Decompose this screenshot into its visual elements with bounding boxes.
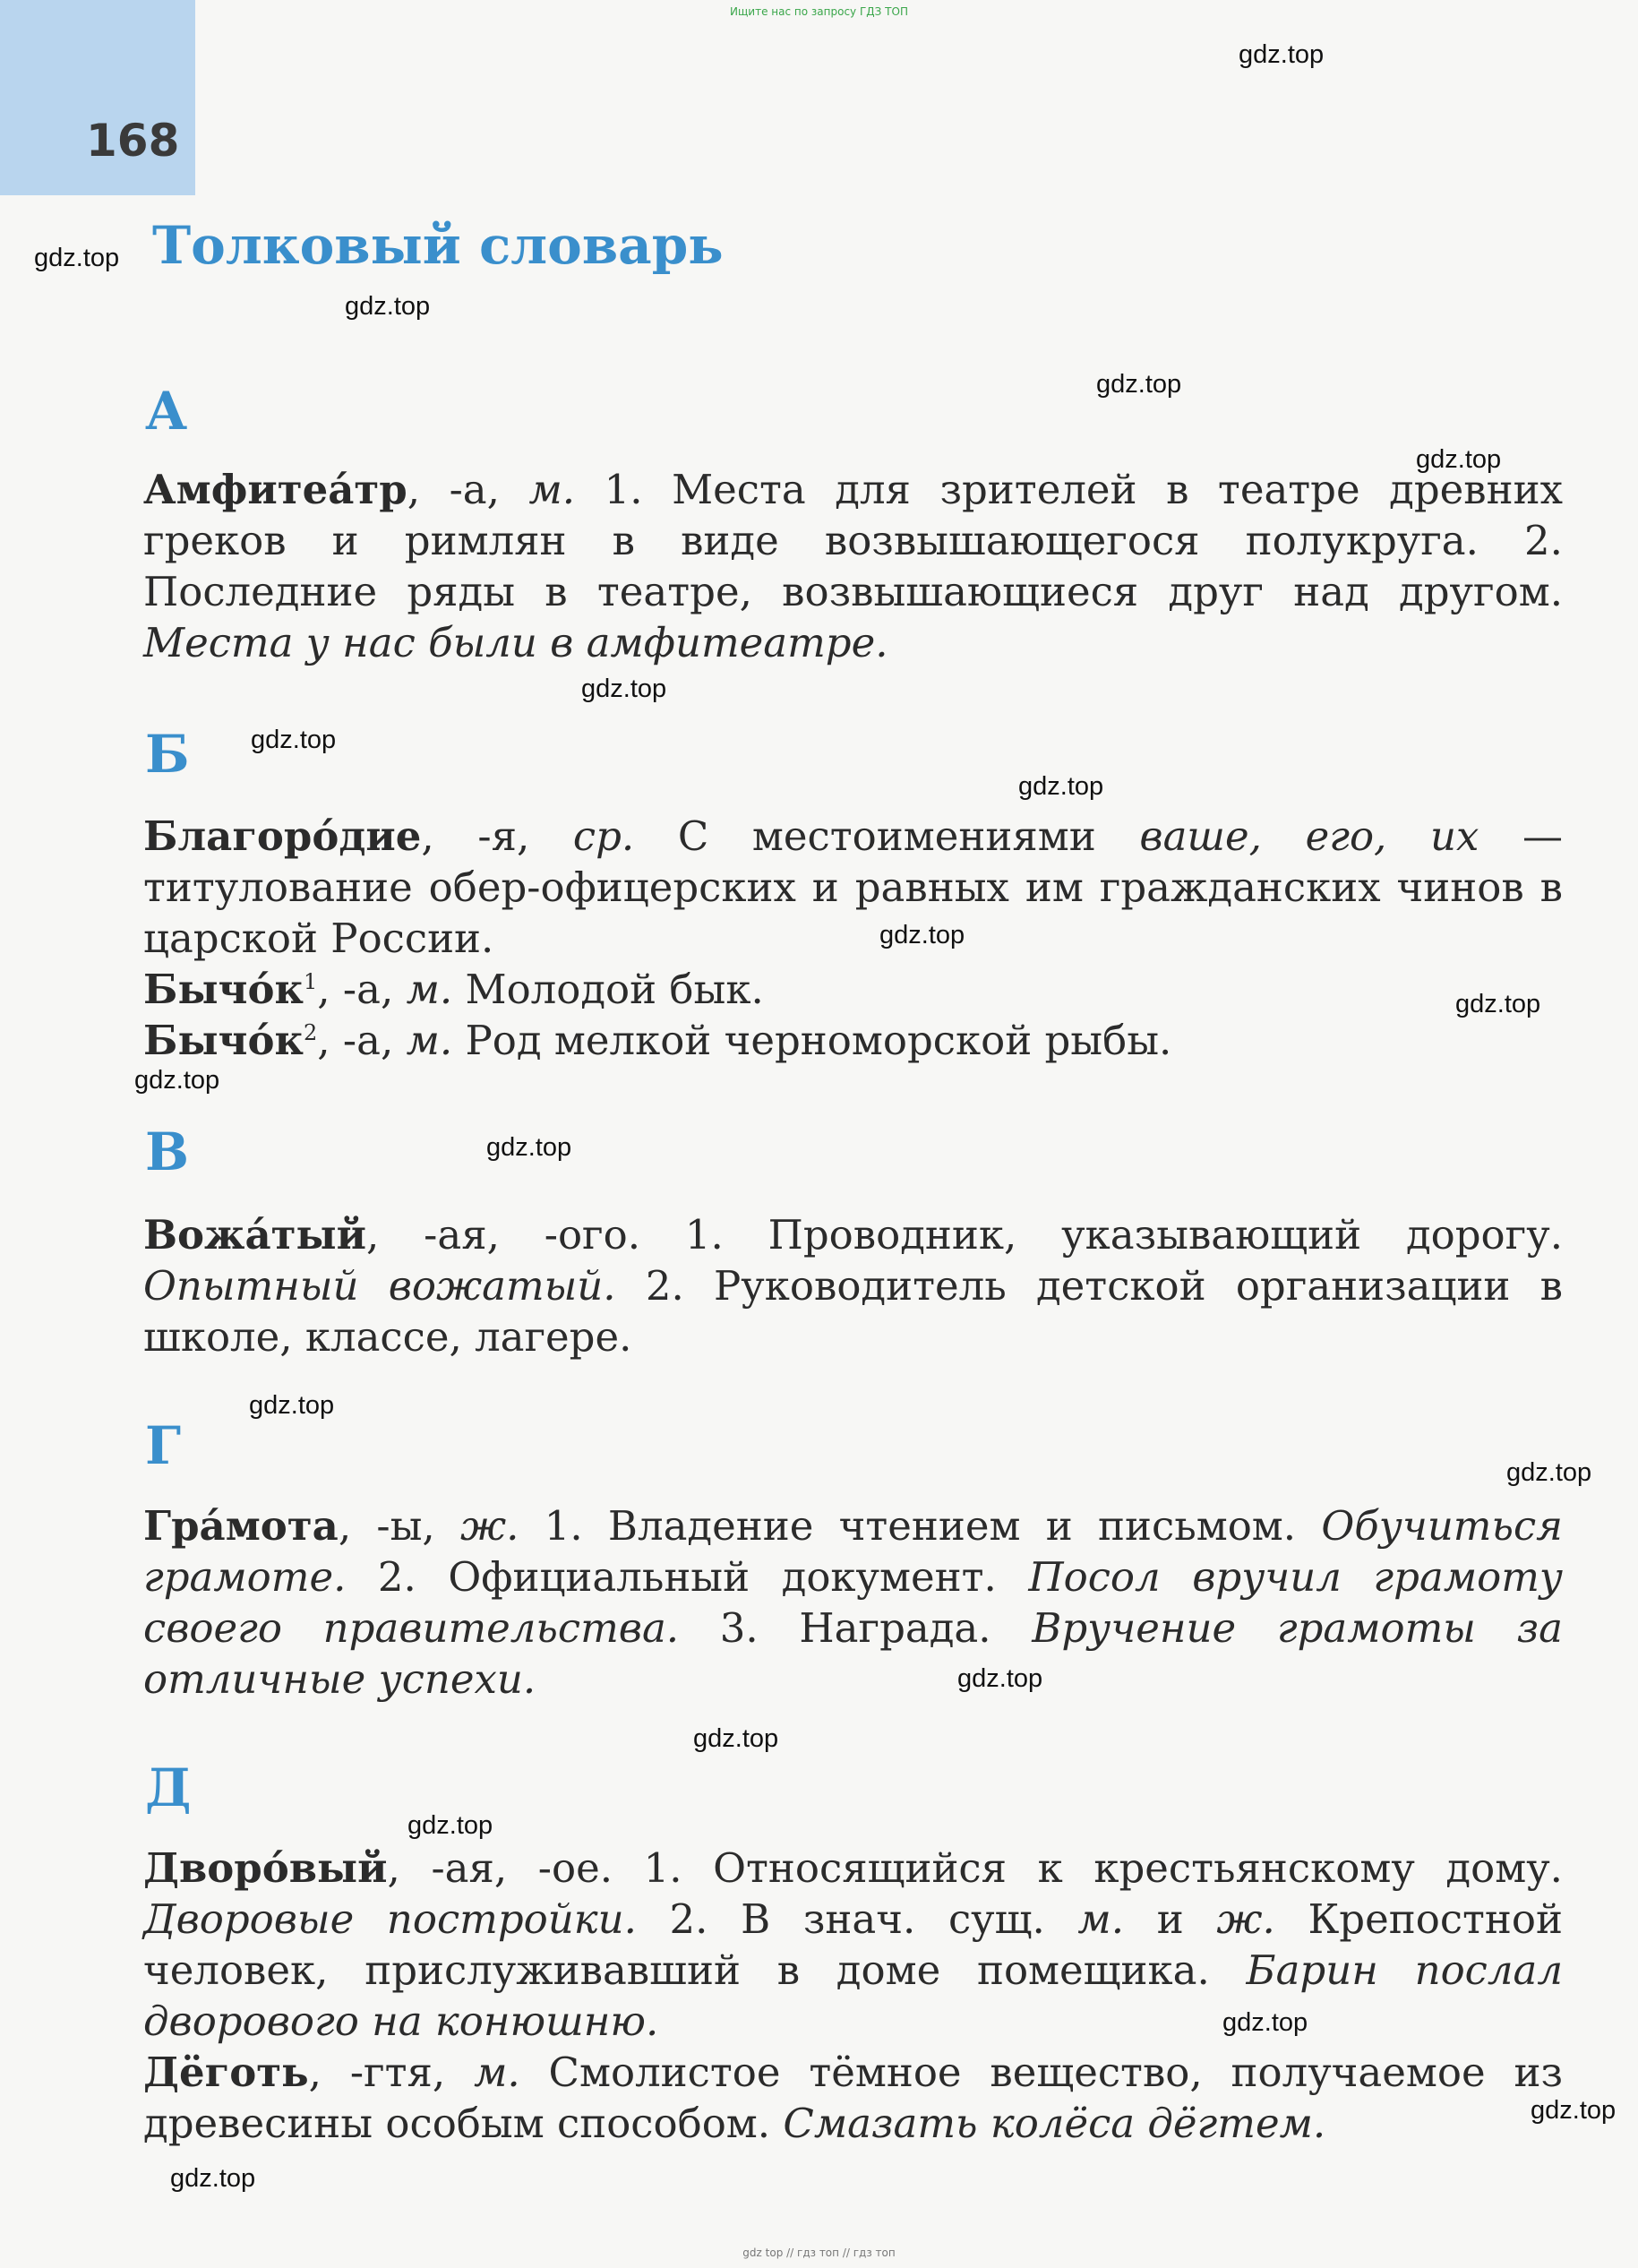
- top-note: Ищите нас по запросу ГДЗ ТОП: [730, 5, 908, 18]
- watermark: gdz.top: [879, 921, 965, 949]
- page-title: Толковый словарь: [152, 215, 724, 276]
- watermark: gdz.top: [957, 1664, 1043, 1693]
- section-letter-g: Г: [145, 1415, 182, 1476]
- watermark: gdz.top: [1018, 772, 1104, 801]
- watermark: gdz.top: [581, 674, 667, 703]
- watermark: gdz.top: [1416, 445, 1502, 474]
- dictionary-entry: $Бычо́к^2$, -а, м. Род мелкой черноморской рыбы.: [143, 1017, 1172, 1064]
- watermark: gdz.top: [1506, 1458, 1592, 1487]
- watermark: gdz.top: [251, 726, 337, 754]
- section-letter-v: В: [145, 1121, 190, 1182]
- dictionary-entry: Гра́мота, -ы, ж. 1. Владение чтением и письмом. Обучиться грамоте. 2. Официальный документ. Посол вручил грамоту своего правительства. 3. Награда. Вручение грамоты за отличные успехи.: [143, 1502, 1563, 1703]
- dictionary-entry: Амфитеа́тр, -а, м. 1. Места для зрителей в театре древних греков и римлян в виде возвышающегося полукруга. 2. Последние ряды в театре, возвышающиеся друг над другом. Места у нас были в амфитеатре.: [143, 466, 1563, 666]
- watermark: gdz.top: [345, 292, 431, 321]
- dictionary-entry: $Бычо́к^1$, -а, м. Молодой бык.: [143, 966, 764, 1013]
- dictionary-entry: Вожа́тый, -ая, -ого. 1. Проводник, указывающий дорогу. Опытный вожатый. 2. Руководитель детской организации в школе, классе, лагере.: [143, 1211, 1564, 1361]
- watermark: gdz.top: [34, 244, 120, 272]
- watermark: gdz.top: [134, 1066, 220, 1095]
- watermark: gdz.top: [693, 1724, 779, 1753]
- dictionary-entry: Благоро́дие, -я, ср. С местоимениями ваше, его, их — титулование обер-офицерских и равных им гражданских чинов в царской России.: [143, 812, 1563, 962]
- page-number: 168: [86, 115, 180, 167]
- watermark: gdz.top: [170, 2164, 256, 2193]
- dictionary-entry: Дворо́вый, -ая, -ое. 1. Относящийся к крестьянскому дому. Дворовые постройки. 2. В знач. сущ. м. и ж. Крепостной человек, прислуживавший в доме помещика. Барин послал дворового на конюшню.: [143, 1844, 1564, 2045]
- bottom-note: gdz top // гдз топ // гдз топ: [742, 2247, 896, 2259]
- watermark: gdz.top: [1531, 2096, 1617, 2125]
- section-letter-a: А: [145, 381, 188, 442]
- dictionary-entry: Дёготь, -гтя, м. Смолистое тёмное вещество, получаемое из древесины особым способом. Смазать колёса дёгтем.: [143, 2049, 1563, 2147]
- watermark: gdz.top: [486, 1133, 572, 1162]
- watermark: gdz.top: [407, 1811, 493, 1840]
- watermark: gdz.top: [1239, 40, 1325, 69]
- watermark: gdz.top: [1455, 990, 1541, 1018]
- section-letter-d: Д: [145, 1757, 192, 1818]
- watermark: gdz.top: [1096, 370, 1182, 399]
- watermark: gdz.top: [249, 1391, 335, 1420]
- section-letter-b: Б: [145, 724, 190, 785]
- watermark: gdz.top: [1222, 2008, 1308, 2037]
